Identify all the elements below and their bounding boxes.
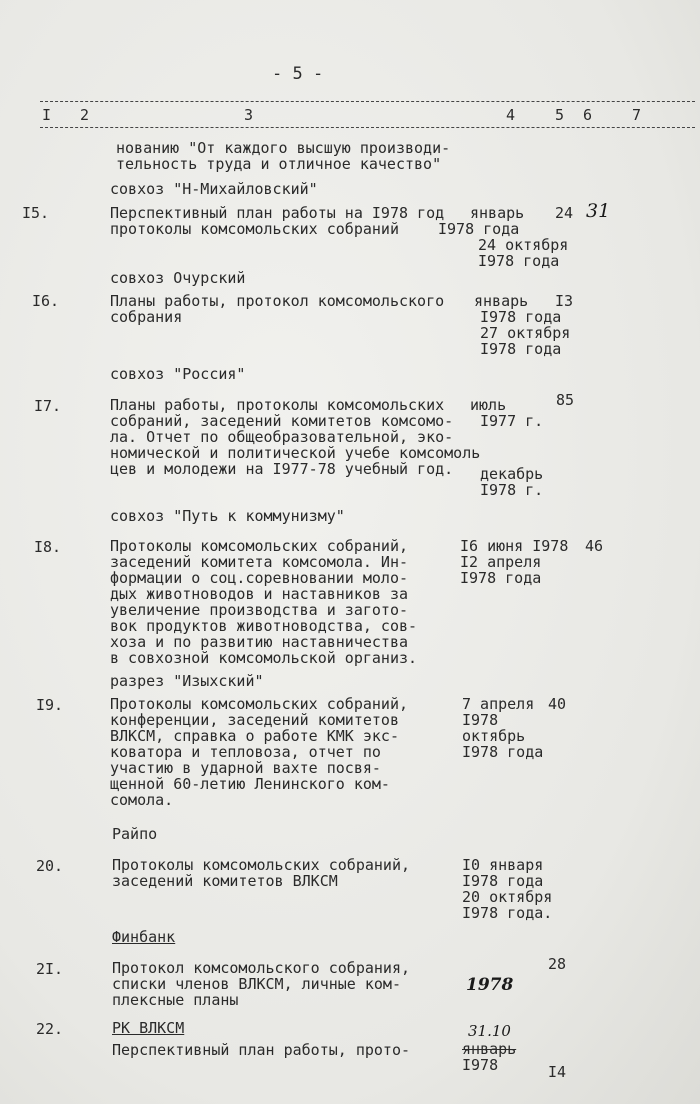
entry-date: январь	[474, 292, 529, 310]
entry-date: декабрь	[480, 465, 544, 483]
entry-number: 20.	[36, 857, 64, 875]
section-heading: РК ВЛКСМ	[112, 1019, 185, 1037]
entry-date: I978	[462, 711, 499, 729]
entry-date: 20 октября	[462, 888, 553, 906]
entry-text-line: Перспективный план работы на I978 год	[110, 204, 445, 222]
entry-sheet-count: 46	[585, 537, 604, 555]
entry-date: I978 года.	[462, 904, 553, 922]
handwritten-date: 1978	[466, 975, 514, 995]
entry-date: I2 апреля	[460, 553, 542, 571]
entry-date: I978 года	[480, 308, 562, 326]
entry-text-line: плексные планы	[112, 991, 239, 1009]
entry-text-line: коватора и тепловоза, отчет по	[110, 743, 381, 761]
entry-text-line: заседений комитета комсомола. Ин-	[110, 553, 409, 571]
continuation-line: нованию "От каждого высшую производи-	[116, 139, 451, 157]
entry-date: 7 апреля	[462, 695, 535, 713]
column-number-7: 7	[632, 106, 642, 124]
entry-sheet-count: 28	[548, 955, 567, 973]
entry-text-line: конференции, заседений комитетов	[110, 711, 399, 729]
entry-text-line: ВЛКСМ, справка о работе КМК экс-	[110, 727, 399, 745]
handwritten-date: 31.10	[468, 1022, 511, 1040]
entry-sheet-count: I3	[555, 292, 574, 310]
entry-sheet-count: 85	[556, 391, 575, 409]
entry-text-line: хоза и по развитию наставничества	[110, 633, 409, 651]
entry-number: I7.	[34, 397, 62, 415]
entry-number: I5.	[22, 204, 50, 222]
entry-sheet-count: 40	[548, 695, 567, 713]
section-heading: совхоз "Путь к коммунизму"	[110, 507, 345, 525]
entry-number: I6.	[32, 292, 60, 310]
entry-date: июль	[470, 396, 507, 414]
entry-text-line: Перспективный план работы, прото-	[112, 1041, 411, 1059]
entry-text-line: протоколы комсомольских собраний	[110, 220, 399, 238]
column-number-2: 2	[80, 106, 90, 124]
header-rule-bottom	[40, 127, 695, 128]
entry-text-line: увеличение производства и загото-	[110, 601, 409, 619]
entry-sheet-count: 24	[555, 204, 574, 222]
handwritten-sheet-count: 31	[586, 200, 611, 222]
entry-date: I0 января	[462, 856, 544, 874]
entry-date: I978 года	[462, 872, 544, 890]
entry-text-line: Планы работы, протоколы комсомольских	[110, 396, 445, 414]
entry-text-line: заседений комитетов ВЛКСМ	[112, 872, 338, 890]
entry-date: I977 г.	[480, 412, 544, 430]
entry-text-line: вок продуктов животноводства, сов-	[110, 617, 418, 635]
entry-text-line: формации о соц.соревновании моло-	[110, 569, 409, 587]
entry-date: 27 октября	[480, 324, 571, 342]
entry-date: I978 г.	[480, 481, 544, 499]
column-number-4: 4	[506, 106, 516, 124]
entry-text-line: дых животноводов и наставников за	[110, 585, 409, 603]
column-number-3: 3	[244, 106, 254, 124]
entry-text-line: Протокол комсомольского собрания,	[112, 959, 411, 977]
entry-text-line: в совхозной комсомольской организ.	[110, 649, 418, 667]
column-number-5: 5	[555, 106, 565, 124]
page-number: - 5 -	[272, 64, 324, 84]
entry-text-line: Протоколы комсомольских собраний,	[112, 856, 411, 874]
entry-date: 24 октября	[478, 236, 569, 254]
entry-sheet-count: I4	[548, 1063, 567, 1081]
entry-text-line: цев и молодежи на I977-78 учебный год.	[110, 460, 454, 478]
entry-text-line: Планы работы, протокол комсомольского	[110, 292, 445, 310]
entry-date: I6 июня I978	[460, 537, 569, 555]
entry-text-line: участию в ударной вахте посвя-	[110, 759, 381, 777]
entry-date: январь	[470, 204, 525, 222]
entry-number: I9.	[36, 696, 64, 714]
entry-text-line: номической и политической учебе комсомоль	[110, 444, 481, 462]
entry-text-line: списки членов ВЛКСМ, личные ком-	[112, 975, 401, 993]
entry-text-line: щенной 60-летию Ленинского ком-	[110, 775, 390, 793]
continuation-line: тельность труда и отличное качество"	[116, 155, 442, 173]
entry-date: I978	[462, 1056, 499, 1074]
section-heading: Райпо	[112, 825, 158, 843]
entry-text-line: Протоколы комсомольских собраний,	[110, 537, 409, 555]
column-number-1: I	[42, 106, 52, 124]
section-heading: совхоз "Н-Михайловский"	[110, 180, 318, 198]
entry-date: I978 года	[478, 252, 560, 270]
entry-text-line: Протоколы комсомольских собраний,	[110, 695, 409, 713]
section-heading: совхоз "Россия"	[110, 365, 246, 383]
entry-date: I978 года	[462, 743, 544, 761]
entry-date: I978 года	[438, 220, 520, 238]
entry-text-line: сомола.	[110, 791, 174, 809]
struck-date: январь	[462, 1040, 517, 1058]
section-heading: разрез "Изыхский"	[110, 672, 264, 690]
section-heading: совхоз Очурский	[110, 269, 246, 287]
entry-number: 22.	[36, 1020, 64, 1038]
entry-number: 2I.	[36, 960, 64, 978]
entry-number: I8.	[34, 538, 62, 556]
entry-text-line: собрания	[110, 308, 183, 326]
entry-date: I978 года	[460, 569, 542, 587]
header-rule-top	[40, 101, 695, 102]
entry-text-line: ла. Отчет по общеобразовательной, эко-	[110, 428, 454, 446]
section-heading: Финбанк	[112, 928, 176, 946]
entry-date: I978 года	[480, 340, 562, 358]
entry-date: октябрь	[462, 727, 526, 745]
entry-text-line: собраний, заседений комитетов комсомо-	[110, 412, 454, 430]
column-number-6: 6	[583, 106, 593, 124]
